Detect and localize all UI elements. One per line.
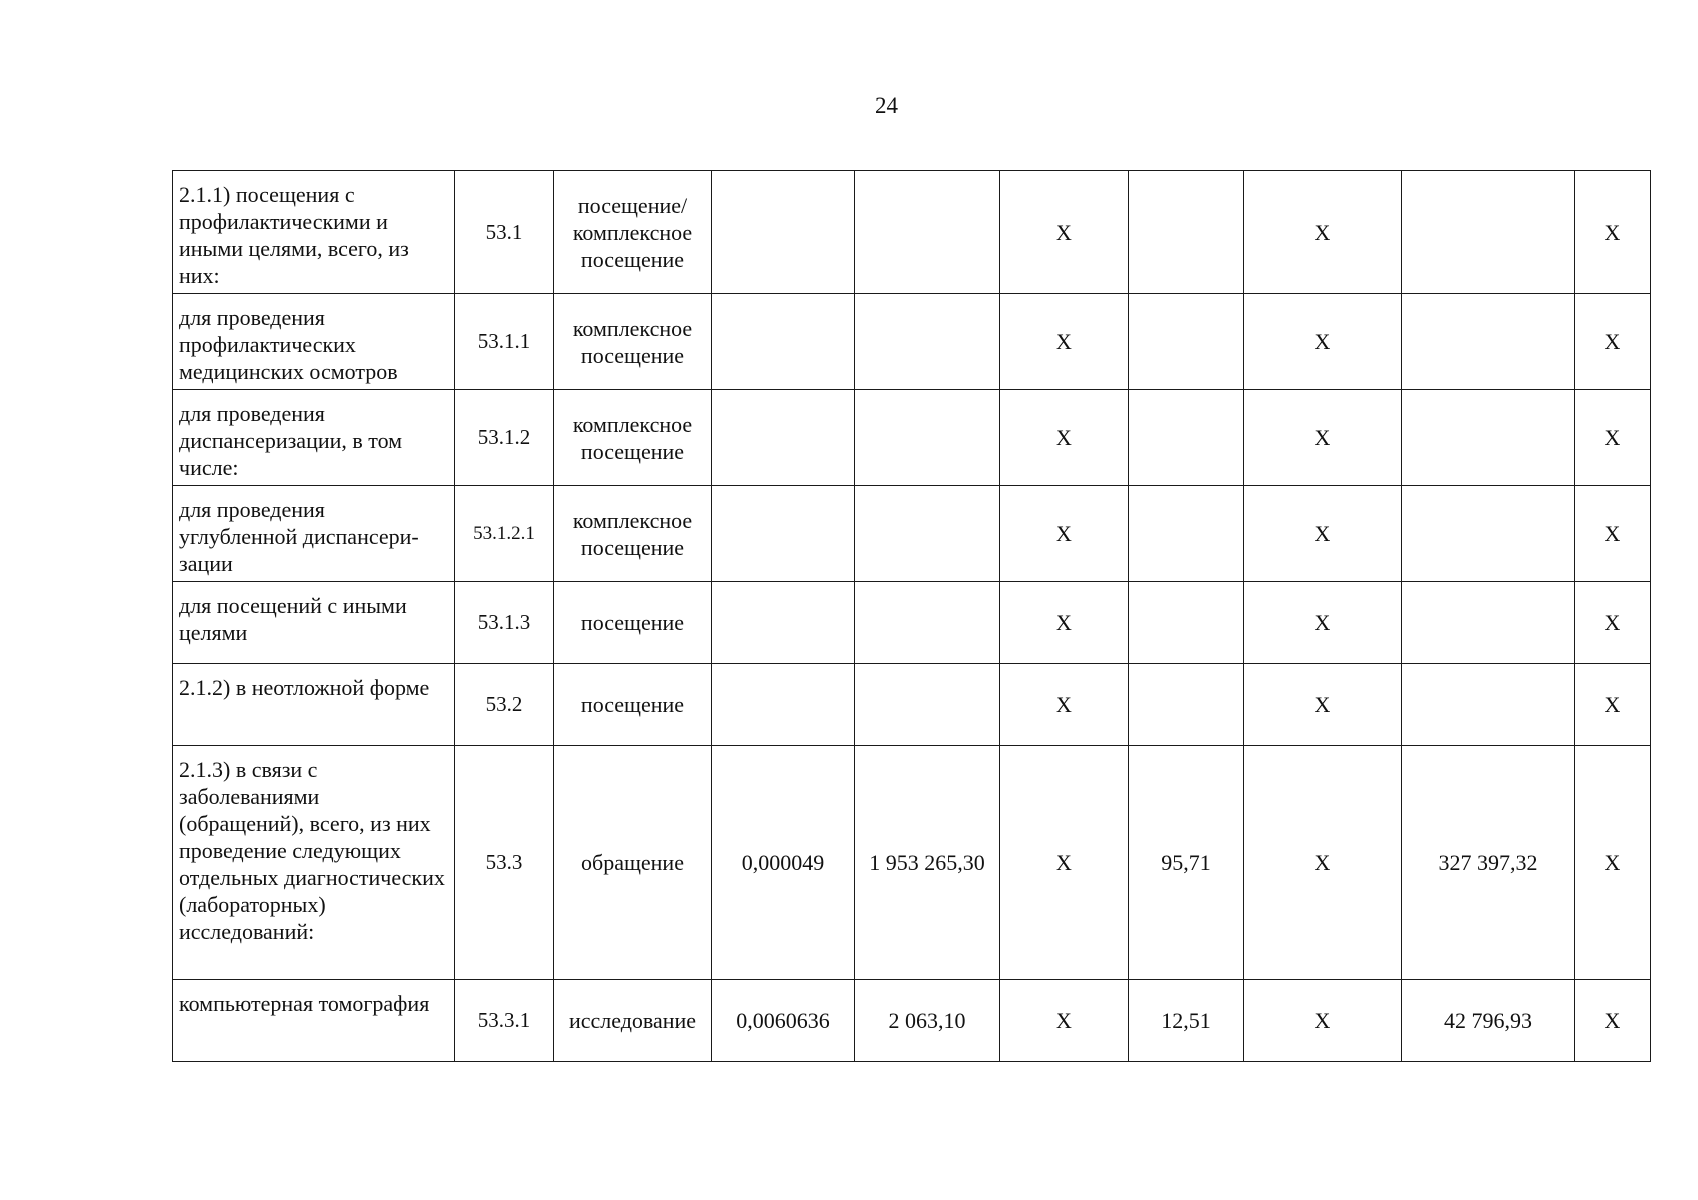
row-value-6 [1402,664,1575,746]
row-value-1 [712,486,855,582]
row-value-6: 327 397,32 [1402,746,1575,980]
row-value-2 [855,171,1000,294]
row-value-5: Х [1244,664,1402,746]
row-name: 2.1.1) посещения с профилактическими и иными целями, всего, из них: [173,171,455,294]
row-value-1 [712,582,855,664]
row-name: для посещений с иными целями [173,582,455,664]
table-row [173,294,1651,390]
row-unit: исследование [554,980,712,1062]
row-value-6 [1402,390,1575,486]
row-value-7: Х [1575,664,1651,746]
row-value-2 [855,390,1000,486]
row-value-3: Х [1000,746,1129,980]
table-row [173,664,1651,746]
row-value-4 [1129,486,1244,582]
row-name: для проведения профилактических медицинских осмотров [173,294,455,390]
row-value-3: Х [1000,664,1129,746]
row-value-4 [1129,664,1244,746]
row-value-1: 0,000049 [712,746,855,980]
row-value-1: 0,0060636 [712,980,855,1062]
row-unit: комплексное посещение [554,390,712,486]
row-value-3: Х [1000,582,1129,664]
table-row [173,486,1651,582]
row-value-7: Х [1575,746,1651,980]
data-table [172,170,1651,1062]
row-code: 53.1.2 [455,390,554,486]
row-value-4 [1129,171,1244,294]
row-code: 53.2 [455,664,554,746]
row-unit: посещение/ комплексное посещение [554,171,712,294]
row-name: 2.1.2) в неотложной форме [173,664,455,746]
table-row [173,171,1651,294]
row-value-3: Х [1000,171,1129,294]
row-name: для проведения углубленной диспансери-зации [173,486,455,582]
row-value-6 [1402,582,1575,664]
table-row [173,582,1651,664]
row-value-4: 12,51 [1129,980,1244,1062]
row-value-1 [712,664,855,746]
row-value-6: 42 796,93 [1402,980,1575,1062]
row-value-6 [1402,486,1575,582]
row-value-7: Х [1575,582,1651,664]
row-value-5: Х [1244,390,1402,486]
row-unit: комплексное посещение [554,486,712,582]
row-value-3: Х [1000,486,1129,582]
row-value-7: Х [1575,980,1651,1062]
row-unit: посещение [554,582,712,664]
row-value-5: Х [1244,980,1402,1062]
row-value-6 [1402,294,1575,390]
row-value-2 [855,582,1000,664]
row-value-2: 1 953 265,30 [855,746,1000,980]
row-value-5: Х [1244,171,1402,294]
row-value-4: 95,71 [1129,746,1244,980]
row-code: 53.1.1 [455,294,554,390]
row-value-5: Х [1244,582,1402,664]
row-value-2 [855,664,1000,746]
table-row [173,980,1651,1062]
row-value-3: Х [1000,390,1129,486]
row-value-5: Х [1244,486,1402,582]
row-code: 53.3 [455,746,554,980]
row-code: 53.1.3 [455,582,554,664]
row-code: 53.1.2.1 [455,486,554,582]
row-value-1 [712,390,855,486]
row-value-4 [1129,390,1244,486]
row-name: для проведения диспансеризации, в том числе: [173,390,455,486]
row-value-4 [1129,294,1244,390]
row-value-1 [712,171,855,294]
row-name: компьютерная томография [173,980,455,1062]
row-unit: обращение [554,746,712,980]
page-number: 24 [875,93,898,118]
row-value-2 [855,294,1000,390]
row-value-4 [1129,582,1244,664]
row-value-1 [712,294,855,390]
row-code: 53.1 [455,171,554,294]
row-value-6 [1402,171,1575,294]
row-value-7: Х [1575,294,1651,390]
row-value-3: Х [1000,294,1129,390]
row-value-7: Х [1575,486,1651,582]
row-code: 53.3.1 [455,980,554,1062]
row-value-7: Х [1575,171,1651,294]
table-row [173,746,1651,980]
row-name: 2.1.3) в связи с заболеваниями (обращений), всего, из них проведение следующих отдельных диагностических (лабораторных) исследований: [173,746,455,980]
row-value-7: Х [1575,390,1651,486]
row-unit: комплексное посещение [554,294,712,390]
row-value-2 [855,486,1000,582]
row-unit: посещение [554,664,712,746]
row-value-2: 2 063,10 [855,980,1000,1062]
row-value-5: Х [1244,294,1402,390]
table-row [173,390,1651,486]
row-value-3: Х [1000,980,1129,1062]
row-value-5: Х [1244,746,1402,980]
